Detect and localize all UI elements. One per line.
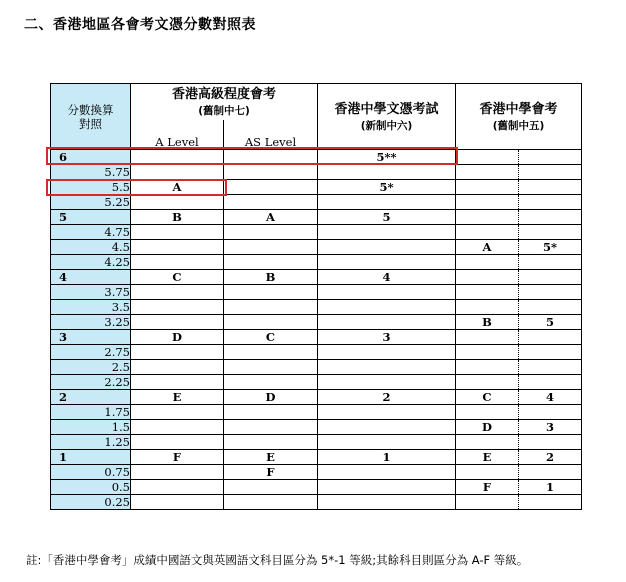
a-level-cell	[131, 345, 224, 360]
hkcee-letter-cell	[456, 225, 519, 240]
grade-conversion-table	[50, 83, 582, 510]
hkcee-letter-cell	[456, 195, 519, 210]
as-level-cell: D	[224, 390, 318, 405]
a-level-cell: A	[131, 180, 224, 195]
as-level-cell	[224, 285, 318, 300]
table-row	[51, 150, 582, 165]
score-cell: 6	[51, 150, 131, 165]
score-cell: 5	[51, 210, 131, 225]
a-level-cell	[131, 360, 224, 375]
a-level-cell: F	[131, 450, 224, 465]
hkcee-number-cell	[519, 195, 582, 210]
hkcee-letter-cell	[456, 180, 519, 195]
table-row	[51, 285, 582, 300]
hkdse-cell	[318, 165, 456, 180]
as-level-cell	[224, 255, 318, 270]
table-row	[51, 495, 582, 510]
hkdse-cell	[318, 195, 456, 210]
as-level-cell: C	[224, 330, 318, 345]
hkdse-cell	[318, 240, 456, 255]
hkcee-letter-cell: E	[456, 450, 519, 465]
as-level-cell: A	[224, 210, 318, 225]
as-level-cell	[224, 405, 318, 420]
a-level-cell	[131, 285, 224, 300]
hkcee-number-cell	[519, 495, 582, 510]
as-level-cell	[224, 180, 318, 195]
hkdse-cell	[318, 465, 456, 480]
score-cell: 5.75	[51, 165, 131, 180]
hkcee-subtitle: (舊制中五)	[492, 119, 545, 132]
a-level-cell: E	[131, 390, 224, 405]
as-level-cell	[224, 225, 318, 240]
hkcee-number-cell	[519, 435, 582, 450]
hkdse-cell	[318, 345, 456, 360]
score-header-line1: 分數換算	[67, 102, 114, 117]
as-level-header: AS Level	[224, 120, 318, 150]
hkdse-cell	[318, 315, 456, 330]
score-cell: 4	[51, 270, 131, 285]
score-cell: 1	[51, 450, 131, 465]
score-cell: 5.25	[51, 195, 131, 210]
hkcee-letter-cell	[456, 435, 519, 450]
score-cell: 3.25	[51, 315, 131, 330]
table-row	[51, 345, 582, 360]
hkcee-letter-cell	[456, 165, 519, 180]
table-row	[51, 225, 582, 240]
hkdse-cell	[318, 300, 456, 315]
score-cell: 0.5	[51, 480, 131, 495]
hkcee-letter-cell	[456, 345, 519, 360]
hkdse-cell	[318, 225, 456, 240]
hkdse-cell: 4	[318, 270, 456, 285]
hkcee-number-cell	[519, 300, 582, 315]
hkcee-letter-cell	[456, 330, 519, 345]
a-level-cell: D	[131, 330, 224, 345]
hkcee-number-cell: 1	[519, 480, 582, 495]
hkcee-number-cell	[519, 375, 582, 390]
score-cell: 2	[51, 390, 131, 405]
score-cell: 2.75	[51, 345, 131, 360]
table-row	[51, 375, 582, 390]
a-level-cell	[131, 240, 224, 255]
score-cell: 4.25	[51, 255, 131, 270]
as-level-cell	[224, 480, 318, 495]
hkcee-number-cell	[519, 210, 582, 225]
score-cell: 5.5	[51, 180, 131, 195]
a-level-cell	[131, 315, 224, 330]
table-row	[51, 300, 582, 315]
hkcee-number-cell: 4	[519, 390, 582, 405]
hkcee-letter-cell: C	[456, 390, 519, 405]
table-row	[51, 330, 582, 345]
score-header	[51, 84, 131, 150]
score-cell: 1.75	[51, 405, 131, 420]
table-row	[51, 255, 582, 270]
hkcee-letter-cell	[456, 300, 519, 315]
hkcee-letter-cell	[456, 495, 519, 510]
hkdse-cell	[318, 255, 456, 270]
table-row	[51, 435, 582, 450]
table-row	[51, 465, 582, 480]
hkdse-cell	[318, 405, 456, 420]
as-level-cell: E	[224, 450, 318, 465]
hkcee-number-cell	[519, 255, 582, 270]
a-level-cell: B	[131, 210, 224, 225]
hkcee-letter-cell: A	[456, 240, 519, 255]
as-level-cell	[224, 150, 318, 165]
a-level-cell	[131, 465, 224, 480]
as-level-cell	[224, 165, 318, 180]
hkdse-cell	[318, 420, 456, 435]
as-level-cell	[224, 300, 318, 315]
hkcee-letter-cell	[456, 210, 519, 225]
hkcee-number-cell	[519, 225, 582, 240]
hkdse-title: 香港中學文憑考試	[334, 101, 439, 117]
a-level-cell: C	[131, 270, 224, 285]
hkcee-number-cell: 5	[519, 315, 582, 330]
table-row	[51, 315, 582, 330]
hkdse-cell: 5*	[318, 180, 456, 195]
hkcee-letter-cell	[456, 285, 519, 300]
a-level-cell	[131, 405, 224, 420]
hkale-header	[131, 84, 318, 121]
a-level-header: A Level	[131, 120, 224, 150]
a-level-cell	[131, 435, 224, 450]
score-cell: 3	[51, 330, 131, 345]
score-cell: 3.5	[51, 300, 131, 315]
hkdse-cell	[318, 360, 456, 375]
as-level-cell	[224, 375, 318, 390]
table-row	[51, 450, 582, 465]
score-cell: 3.75	[51, 285, 131, 300]
hkale-title: 香港高級程度會考	[171, 87, 276, 102]
hkdse-cell: 3	[318, 330, 456, 345]
as-level-cell	[224, 315, 318, 330]
table-row	[51, 405, 582, 420]
score-cell: 1.25	[51, 435, 131, 450]
hkcee-number-cell	[519, 270, 582, 285]
hkcee-letter-cell: D	[456, 420, 519, 435]
hkcee-letter-cell	[456, 405, 519, 420]
as-level-cell: F	[224, 465, 318, 480]
a-level-cell	[131, 225, 224, 240]
hkdse-cell: 2	[318, 390, 456, 405]
as-level-cell: B	[224, 270, 318, 285]
score-header-line2: 對照	[79, 116, 102, 131]
hkcee-number-cell	[519, 405, 582, 420]
hkcee-number-cell	[519, 165, 582, 180]
a-level-cell	[131, 300, 224, 315]
hkcee-number-cell	[519, 360, 582, 375]
a-level-cell	[131, 150, 224, 165]
a-level-cell	[131, 195, 224, 210]
hkdse-cell	[318, 375, 456, 390]
a-level-cell	[131, 480, 224, 495]
table-row	[51, 180, 582, 195]
hkcee-letter-cell	[456, 150, 519, 165]
hkdse-cell	[318, 480, 456, 495]
hkcee-letter-cell	[456, 465, 519, 480]
hkcee-header	[456, 84, 582, 150]
hkcee-number-cell: 3	[519, 420, 582, 435]
score-cell: 0.75	[51, 465, 131, 480]
hkdse-cell	[318, 285, 456, 300]
hkdse-subtitle: (新制中六)	[360, 119, 413, 132]
hkcee-letter-cell	[456, 360, 519, 375]
hkdse-cell: 1	[318, 450, 456, 465]
as-level-cell	[224, 495, 318, 510]
hkcee-number-cell	[519, 180, 582, 195]
score-cell: 2.5	[51, 360, 131, 375]
table-row	[51, 210, 582, 225]
hkale-subtitle: (舊制中七)	[198, 105, 250, 117]
hkcee-number-cell	[519, 345, 582, 360]
page-title: 二、香港地區各會考文憑分數對照表	[24, 17, 256, 33]
as-level-cell	[224, 360, 318, 375]
table-row	[51, 420, 582, 435]
as-level-cell	[224, 345, 318, 360]
table-row	[51, 240, 582, 255]
score-cell: 4.5	[51, 240, 131, 255]
hkcee-letter-cell	[456, 255, 519, 270]
hkcee-number-cell	[519, 465, 582, 480]
hkdse-cell: 5**	[318, 150, 456, 165]
a-level-cell	[131, 375, 224, 390]
a-level-cell	[131, 495, 224, 510]
hkdse-header	[318, 84, 456, 150]
as-level-cell	[224, 435, 318, 450]
hkcee-letter-cell: B	[456, 315, 519, 330]
hkdse-cell: 5	[318, 210, 456, 225]
as-level-cell	[224, 195, 318, 210]
hkcee-number-cell	[519, 330, 582, 345]
hkcee-title: 香港中學會考	[479, 101, 558, 117]
hkdse-cell	[318, 435, 456, 450]
table-row	[51, 390, 582, 405]
hkcee-number-cell	[519, 150, 582, 165]
score-cell: 1.5	[51, 420, 131, 435]
as-level-cell	[224, 240, 318, 255]
table-row	[51, 270, 582, 285]
table-row	[51, 360, 582, 375]
hkdse-cell	[318, 495, 456, 510]
hkcee-letter-cell	[456, 375, 519, 390]
a-level-cell	[131, 255, 224, 270]
hkcee-letter-cell	[456, 270, 519, 285]
table-row	[51, 480, 582, 495]
hkcee-letter-cell: F	[456, 480, 519, 495]
footnote: 註:「香港中學會考」成績中國語文與英國語文科目區分為 5*-1 等級;其餘科目則區分為 A-F 等級。	[26, 553, 529, 567]
table-row	[51, 195, 582, 210]
table-row	[51, 165, 582, 180]
hkcee-number-cell	[519, 285, 582, 300]
a-level-cell	[131, 165, 224, 180]
hkcee-number-cell: 2	[519, 450, 582, 465]
score-cell: 0.25	[51, 495, 131, 510]
hkcee-number-cell: 5*	[519, 240, 582, 255]
as-level-cell	[224, 420, 318, 435]
a-level-cell	[131, 420, 224, 435]
score-cell: 4.75	[51, 225, 131, 240]
score-cell: 2.25	[51, 375, 131, 390]
